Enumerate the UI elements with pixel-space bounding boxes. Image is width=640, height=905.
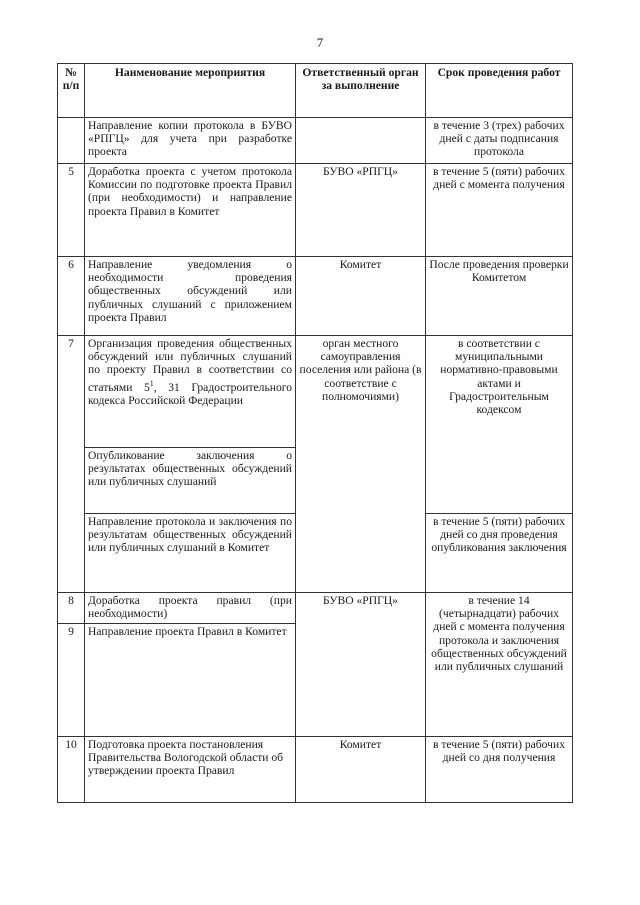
- article-superscript: 1: [149, 378, 154, 388]
- row-name-part: , 31 Градостроительного кодекса Российской Федерации: [88, 380, 293, 407]
- table-row: [58, 737, 573, 803]
- table-header-row: [58, 64, 573, 118]
- row-name-part: Организация проведения общественных обсуждений или публичных слушаний по проекту Правил в соответствии со статьями 5: [88, 337, 292, 394]
- table-row: [58, 118, 573, 164]
- header-num: № п/п: [58, 64, 85, 118]
- row-num: 7: [58, 336, 85, 593]
- row-name: Доработка проекта с учетом протокола Комиссии по подготовке проекта Правил (при необходимости) и направление проекта Правил в Комитет: [85, 164, 296, 257]
- row-name: Доработка проекта правил (при необходимости): [85, 593, 296, 624]
- row-deadline: в течение 14 (четырнадцати) рабочих дней с момента получения протокола и заключения общественных обсуждений или публичных слушаний: [426, 593, 573, 737]
- table-row: [58, 593, 573, 624]
- row-num: 8: [58, 593, 85, 624]
- table-row: [58, 257, 573, 336]
- row-name: Направление проекта Правил в Комитет: [85, 624, 296, 737]
- row-deadline: в течение 5 (пяти) рабочих дней с момента получения: [426, 164, 573, 257]
- row-deadline: в течение 3 (трех) рабочих дней с даты подписания протокола: [426, 118, 573, 164]
- row-deadline: в течение 5 (пяти) рабочих дней со дня получения: [426, 737, 573, 803]
- row-num: 5: [58, 164, 85, 257]
- row-deadline: в соответствии с муниципальными нормативно-правовыми актами и Градостроительным кодексом: [426, 336, 573, 514]
- row-deadline: После проведения проверки Комитетом: [426, 257, 573, 336]
- header-deadline: Срок проведения работ: [426, 64, 573, 118]
- table-row: [58, 336, 573, 448]
- row-responsible: орган местного самоуправления поселения или района (в соответствие с полномочиями): [296, 336, 426, 593]
- row-responsible: БУВО «РПГЦ»: [296, 164, 426, 257]
- row-name: Направление уведомления о необходимости проведения общественных обсуждений или публичных слушаний с приложением проекта Правил: [85, 257, 296, 336]
- row-responsible: Комитет: [296, 737, 426, 803]
- page-number: 7: [316, 35, 324, 50]
- row-deadline: в течение 5 (пяти) рабочих дней со дня проведения опубликования заключения: [426, 514, 573, 593]
- row-num: [58, 118, 85, 164]
- row-name: Подготовка проекта постановления Правительства Вологодской области об утверждении проекта Правил: [85, 737, 296, 803]
- row-responsible: БУВО «РПГЦ»: [296, 593, 426, 737]
- row-responsible: [296, 118, 426, 164]
- row-name: Направление копии протокола в БУВО «РПГЦ» для учета при разработке проекта: [85, 118, 296, 164]
- row-responsible: Комитет: [296, 257, 426, 336]
- row-num: 10: [58, 737, 85, 803]
- header-name: Наименование мероприятия: [85, 64, 296, 118]
- schedule-table: [57, 63, 573, 803]
- row-num: 9: [58, 624, 85, 737]
- row-name: Опубликование заключения о результатах общественных обсуждений или публичных слушаний: [85, 448, 296, 514]
- row-num: 6: [58, 257, 85, 336]
- header-responsible: Ответственный орган за выполнение: [296, 64, 426, 118]
- row-name: [85, 336, 296, 448]
- row-name: Направление протокола и заключения по результатам общественных обсуждений или публичных слушаний в Комитет: [85, 514, 296, 593]
- table-row: [58, 164, 573, 257]
